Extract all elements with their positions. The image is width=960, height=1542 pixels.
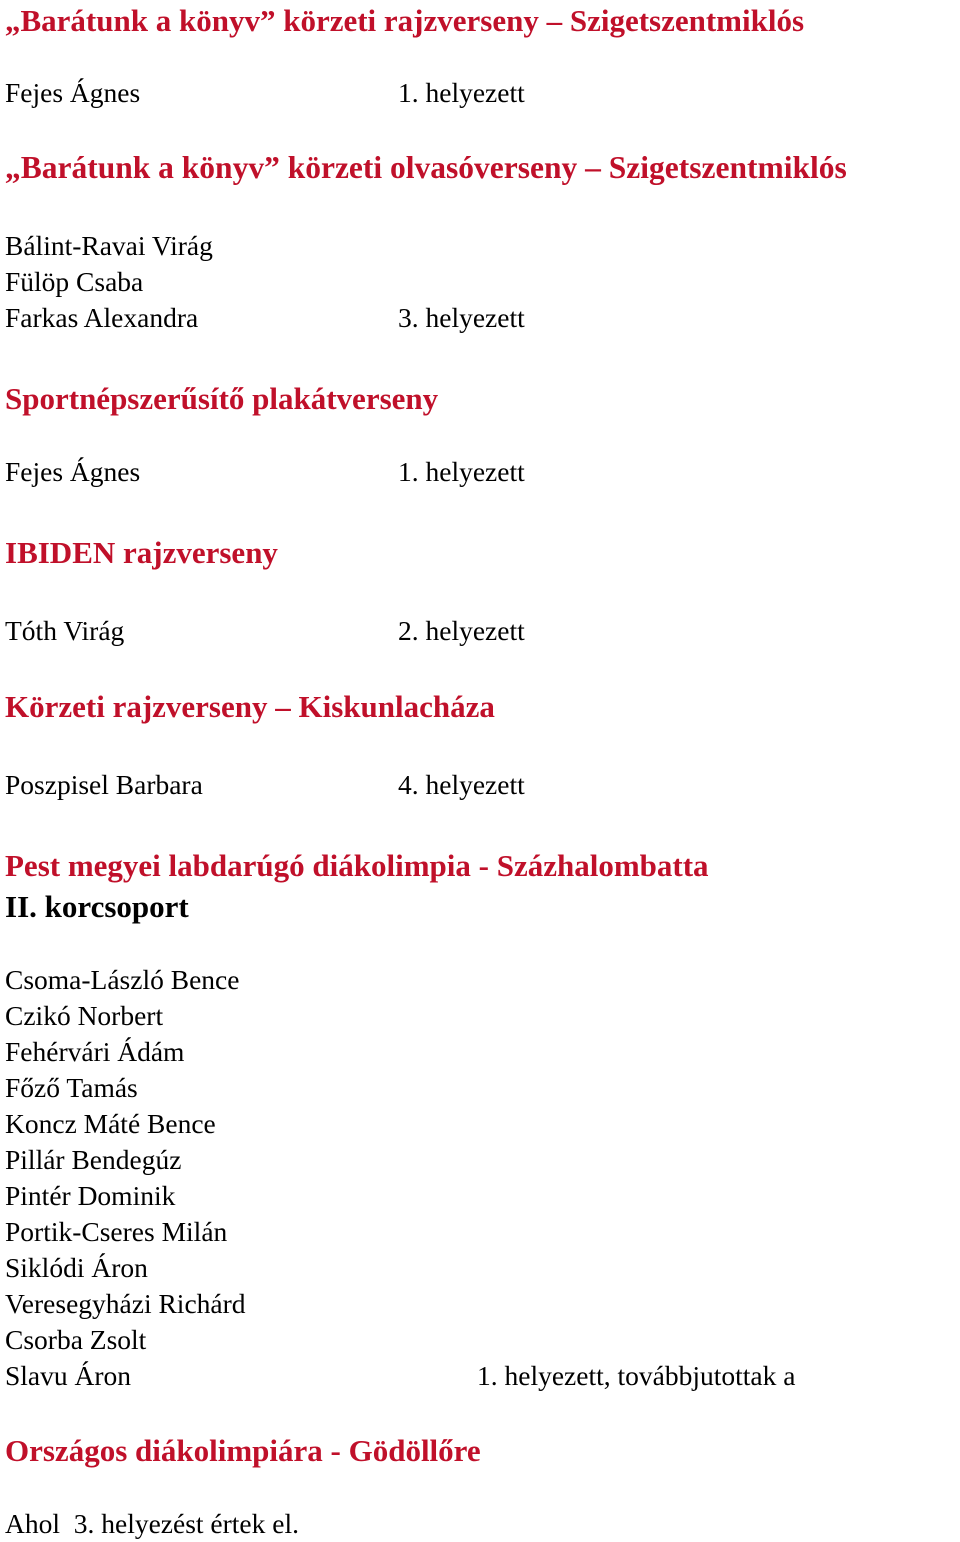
placement-result: 2. helyezett: [398, 615, 525, 646]
list-item: Fehérvári Ádám: [5, 1036, 185, 1067]
section-title-rajzverseny-szigetszentmiklos: „Barátunk a könyv” körzeti rajzverseny – Szigetszentmiklós: [5, 3, 805, 38]
section-title-korzeti-rajzverseny-kiskunlachaza: Körzeti rajzverseny – Kiskunlacháza: [5, 689, 495, 724]
placement-result: 1. helyezett, továbbjutottak a: [477, 1360, 796, 1391]
section-subtitle-korcsoport: II. korcsoport: [5, 889, 189, 924]
team-roster: [5, 962, 246, 1394]
list-item: Pillár Bendegúz: [5, 1144, 182, 1175]
list-item: Portik-Cseres Milán: [5, 1216, 228, 1247]
section-title-orszagos-diakolimpia: Országos diákolimpiára - Gödöllőre: [5, 1433, 481, 1468]
list-item: Siklódi Áron: [5, 1252, 148, 1283]
list-item: Csorba Zsolt: [5, 1324, 147, 1355]
list-item: Slavu Áron: [5, 1360, 132, 1391]
list-item: Czikó Norbert: [5, 1000, 164, 1031]
placement-result: 1. helyezett: [398, 77, 525, 108]
section-title-labdarugo-diakolimpia: Pest megyei labdarúgó diákolimpia - Százhalombatta: [5, 848, 709, 883]
list-item: Veresegyházi Richárd: [5, 1288, 246, 1319]
participant-name: Poszpisel Barbara: [5, 769, 203, 800]
list-item: Pintér Dominik: [5, 1180, 176, 1211]
list-item: Csoma-László Bence: [5, 964, 240, 995]
section-title-plakatverseny: Sportnépszerűsítő plakátverseny: [5, 381, 439, 416]
list-item: Főző Tamás: [5, 1072, 138, 1103]
placement-result: 3. helyezett: [398, 302, 525, 333]
participant-name: Tóth Virág: [5, 615, 125, 646]
participant-name: Fejes Ágnes: [5, 456, 141, 487]
participant-name: Fejes Ágnes: [5, 77, 141, 108]
participant-name: Fülöp Csaba: [5, 266, 144, 297]
placement-result: 4. helyezett: [398, 769, 525, 800]
list-item: Koncz Máté Bence: [5, 1108, 216, 1139]
participant-name: Bálint-Ravai Virág: [5, 230, 213, 261]
placement-result: 1. helyezett: [398, 456, 525, 487]
participant-name: Farkas Alexandra: [5, 302, 199, 333]
closing-note: Ahol 3. helyezést értek el.: [5, 1508, 299, 1539]
section-title-ibiden-rajzverseny: IBIDEN rajzverseny: [5, 535, 278, 570]
section-title-olvasoverseny-szigetszentmiklos: „Barátunk a könyv” körzeti olvasóverseny – Szigetszentmiklós: [5, 150, 847, 185]
